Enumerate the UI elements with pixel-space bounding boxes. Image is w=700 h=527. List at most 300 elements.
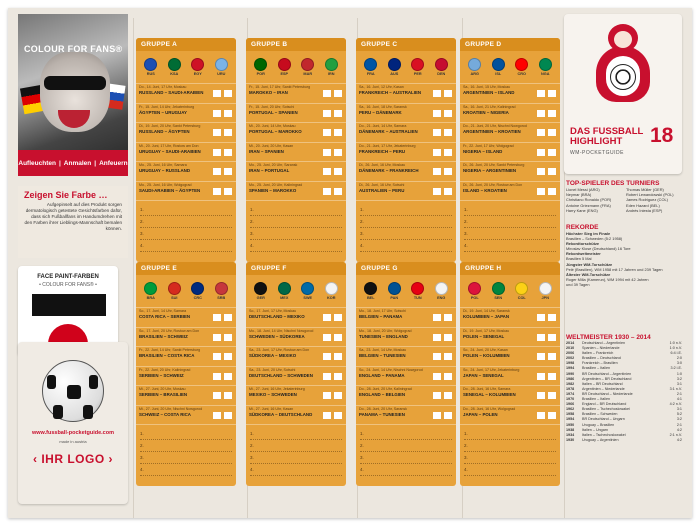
standings-row[interactable]: 1. — [140, 204, 232, 216]
match-date: Mi., 27. Juni, 16 Uhr, Jekaterinburg — [249, 387, 305, 391]
flag-icon — [388, 282, 401, 295]
score-box-away[interactable] — [334, 110, 342, 117]
score-box-away[interactable] — [444, 412, 452, 419]
match-date: Fr., 22. Juni, 14 Uhr, Sankt Petersburg — [139, 348, 201, 352]
match-row — [460, 346, 560, 366]
match-row — [246, 161, 346, 181]
score-box-away[interactable] — [334, 129, 342, 136]
team-flag — [325, 58, 338, 76]
score-box-away[interactable] — [334, 412, 342, 419]
match-row — [356, 366, 456, 386]
team-flag — [492, 282, 505, 300]
team-flag — [278, 282, 291, 300]
score-box-away[interactable] — [548, 373, 556, 380]
wm-year: 1994 — [566, 366, 575, 371]
standings-row[interactable]: 1. — [360, 428, 452, 440]
score-box-home[interactable] — [213, 334, 221, 341]
standings-row[interactable]: 3. — [360, 228, 452, 240]
match-date: Mi., 27. Juni, 20 Uhr, Nischni Nowgorod — [139, 406, 203, 411]
match-pair: MEXIKO – SCHWEDEN — [249, 392, 297, 397]
group-title: GRUPPE C — [361, 41, 398, 48]
standings-row[interactable]: 1. — [464, 428, 556, 440]
match-date: Sa., 16. Juni, 12 Uhr, Kasan — [359, 85, 404, 89]
score-box-away[interactable] — [224, 373, 232, 380]
score-box-away[interactable] — [548, 334, 556, 341]
score-box-away[interactable] — [334, 90, 342, 97]
standings-row[interactable]: 4. — [140, 464, 232, 476]
sunglasses — [44, 76, 106, 90]
world-champions-table — [566, 341, 682, 443]
match-row — [246, 307, 346, 327]
match-date: Fr., 15. Juni, 17 Uhr, Sankt Petersburg — [249, 85, 311, 89]
score-box-away[interactable] — [224, 168, 232, 175]
standings-row[interactable]: 2. — [360, 216, 452, 228]
standings-row[interactable]: 4. — [250, 464, 342, 476]
match-row — [136, 103, 236, 123]
match-row — [136, 385, 236, 405]
score-box-away[interactable] — [334, 373, 342, 380]
match-date: Do., 28. Juni, 20 Uhr, Kaliningrad — [359, 387, 412, 391]
match-date: Mo., 18. Juni, 14 Uhr, Nischni Nowgorod — [249, 328, 314, 333]
match-date: So., 24. Juni, 20 Uhr, Kasan — [463, 348, 508, 352]
flag-icon — [539, 58, 552, 71]
score-box-home[interactable] — [537, 149, 545, 156]
score-box-home[interactable] — [323, 149, 331, 156]
score-box-away[interactable] — [334, 188, 342, 195]
team-flag — [301, 282, 314, 300]
score-box-away[interactable] — [224, 110, 232, 117]
standings-row[interactable]: 2. — [464, 440, 556, 452]
wm-year: 1978 — [566, 386, 575, 391]
standings-row[interactable]: 4. — [464, 464, 556, 476]
score-box-away[interactable] — [548, 353, 556, 360]
team-flag — [168, 58, 181, 76]
match-row — [460, 307, 560, 327]
group-flags — [136, 51, 236, 83]
flag-icon — [254, 282, 267, 295]
wm-year: 1954 — [566, 417, 575, 422]
score-box-away[interactable] — [224, 90, 232, 97]
wm-final: Brasilien – Deutschland — [582, 356, 621, 361]
match-row — [246, 346, 346, 366]
group-header — [460, 38, 560, 51]
team-code: IRN — [327, 72, 335, 76]
match-pair: SÜDKOREA – DEUTSCHLAND — [249, 411, 313, 417]
score-box-home[interactable] — [323, 188, 331, 195]
score-box-home[interactable] — [433, 168, 441, 175]
standings-row[interactable]: 3. — [360, 452, 452, 464]
wm-final: Frankreich – Brasilien — [582, 361, 618, 366]
match-pair: IRAN – SPANIEN — [249, 148, 284, 154]
score-box-home[interactable] — [433, 149, 441, 156]
group-card — [356, 38, 456, 262]
score-box-away[interactable] — [444, 110, 452, 117]
score-box-home[interactable] — [537, 392, 545, 399]
score-box-home[interactable] — [433, 412, 441, 419]
score-box-away[interactable] — [444, 90, 452, 97]
score-box-away[interactable] — [224, 334, 232, 341]
group-standings — [356, 200, 456, 262]
team-flag — [215, 282, 228, 300]
score-box-home[interactable] — [323, 110, 331, 117]
standings-row[interactable]: 1. — [250, 428, 342, 440]
score-box-home[interactable] — [433, 188, 441, 195]
score-box-home[interactable] — [537, 314, 545, 321]
team-code: PAN — [390, 296, 399, 300]
player-name: Eden Hazard (BEL) — [626, 202, 660, 208]
score-box-away[interactable] — [224, 412, 232, 419]
standings-row[interactable]: 2. — [464, 216, 556, 228]
flag-icon — [492, 58, 505, 71]
standings-row[interactable]: 1. — [464, 204, 556, 216]
player-name: Robert Lewandowski (POL) — [626, 192, 674, 198]
score-box-home[interactable] — [433, 392, 441, 399]
group-title: GRUPPE D — [465, 41, 502, 48]
score-box-home[interactable] — [213, 110, 221, 117]
score-box-away[interactable] — [444, 149, 452, 156]
match-row — [460, 103, 560, 123]
flag-icon — [301, 282, 314, 295]
top-players-section — [566, 180, 682, 213]
score-box-home[interactable] — [537, 110, 545, 117]
match-date: So., 17. Juni, 17 Uhr, Moskau — [249, 309, 297, 313]
football-icon — [42, 360, 104, 422]
team-code: EGY — [193, 72, 202, 76]
standings-row[interactable]: 3. — [464, 228, 556, 240]
match-pair: URUGUAY – SAUDI-ARABIEN — [139, 148, 201, 154]
match-date: Mi., 20. Juni, 14 Uhr, Moskau — [249, 124, 296, 128]
match-row — [460, 161, 560, 181]
score-box-away[interactable] — [444, 392, 452, 399]
score-box-home[interactable] — [433, 110, 441, 117]
match-date: Sa., 23. Juni, 14 Uhr, Moskau — [359, 348, 407, 352]
match-date: Do., 21. Juni, 17 Uhr, Jekaterinburg — [359, 143, 416, 148]
team-code: KOR — [327, 296, 336, 300]
wm-year: 1950 — [566, 422, 575, 427]
score-box-home[interactable] — [323, 90, 331, 97]
wm-result: 3:2 i.E. — [670, 366, 682, 371]
flag-icon — [144, 58, 157, 71]
standings-row[interactable]: 4. — [360, 240, 452, 252]
match-row — [136, 161, 236, 181]
match-date: So., 24. Juni, 14 Uhr, Nischni Nowgorod — [359, 367, 423, 372]
match-date: Mi., 20. Juni, 17 Uhr, Rostow am Don — [139, 143, 199, 148]
flag-icon — [168, 282, 181, 295]
standings-row[interactable]: 2. — [250, 216, 342, 228]
match-row — [246, 366, 346, 386]
match-row — [460, 83, 560, 103]
match-pair: RUSSLAND – ÄGYPTEN — [139, 129, 190, 134]
score-box-away[interactable] — [224, 149, 232, 156]
wm-final: Brasilien – Italien — [582, 366, 611, 371]
score-box-away[interactable] — [444, 168, 452, 175]
team-code: AUS — [390, 72, 399, 76]
team-flag — [191, 58, 204, 76]
score-box-home[interactable] — [537, 334, 545, 341]
team-code: MEX — [280, 296, 289, 300]
match-row — [356, 142, 456, 162]
standings-row[interactable]: 4. — [464, 240, 556, 252]
slogan-2: Anmalen — [63, 159, 92, 167]
score-box-home[interactable] — [323, 129, 331, 136]
group-standings — [246, 200, 346, 262]
match-pair: SPANIEN – MAROKKO — [249, 187, 297, 193]
match-pair: POLEN – KOLUMBIEN — [463, 353, 510, 358]
player-name: James Rodriguez (COL) — [626, 197, 668, 203]
standings-row[interactable]: 1. — [360, 204, 452, 216]
match-pair: SAUDI-ARABIEN – ÄGYPTEN — [139, 187, 201, 193]
standings-row[interactable]: 3. — [140, 452, 232, 464]
flag-icon — [254, 58, 267, 71]
match-date: Do., 28. Juni, 20 Uhr, Saransk — [359, 406, 407, 411]
match-pair: ISLAND – KROATIEN — [463, 187, 507, 193]
match-date: Mi., 27. Juni, 20 Uhr, Moskau — [139, 387, 186, 391]
score-box-home[interactable] — [323, 373, 331, 380]
match-row — [136, 122, 236, 142]
match-row — [356, 346, 456, 366]
score-box-away[interactable] — [334, 353, 342, 360]
score-box-home[interactable] — [323, 353, 331, 360]
score-box-away[interactable] — [444, 353, 452, 360]
standings-row[interactable]: 3. — [140, 228, 232, 240]
match-date: Mo., 18. Juni, 17 Uhr, Sotschi — [359, 309, 406, 313]
match-pair: POLEN – SENEGAL — [463, 333, 505, 339]
score-box-home[interactable] — [433, 353, 441, 360]
team-flag — [278, 58, 291, 76]
record-line: Ältester WM-Torschütze — [566, 271, 611, 277]
match-pair: URUGUAY – RUSSLAND — [139, 168, 190, 173]
team-code: BRA — [146, 296, 155, 300]
score-box-away[interactable] — [444, 373, 452, 380]
logo-placeholder: ‹ IHR LOGO › — [32, 452, 114, 466]
standings-row[interactable]: 3. — [464, 452, 556, 464]
team-code: GER — [256, 296, 265, 300]
slogan-3: Anfeuern — [99, 159, 128, 167]
match-date: So., 17. Juni, 14 Uhr, Samara — [139, 309, 187, 313]
match-date: Fr., 22. Juni, 17 Uhr, Wolgograd — [463, 143, 514, 148]
score-box-home[interactable] — [213, 129, 221, 136]
score-box-away[interactable] — [548, 188, 556, 195]
match-pair: KROATIEN – NIGERIA — [463, 109, 509, 115]
match-pair: BRASILIEN – SCHWEIZ — [139, 333, 188, 339]
score-box-home[interactable] — [213, 149, 221, 156]
wm-final: Deutschland – Argentinien — [582, 341, 626, 345]
team-flag — [468, 58, 481, 76]
match-pair: PERU – DÄNEMARK — [359, 109, 402, 115]
wm-final: Argentinien – BR Deutschland — [582, 376, 632, 381]
match-pair: PORTUGAL – SPANIEN — [249, 109, 298, 115]
group-flags — [136, 275, 236, 307]
score-box-away[interactable] — [548, 168, 556, 175]
wm-result: 4:2 — [676, 427, 682, 432]
score-box-home[interactable] — [537, 353, 545, 360]
made-in-label: made in austria — [59, 439, 87, 444]
team-code: MAR — [303, 72, 313, 76]
player-name: Antoine Griezmann (FRA) — [566, 202, 611, 208]
group-flags — [460, 275, 560, 307]
score-box-home[interactable] — [537, 373, 545, 380]
score-box-away[interactable] — [334, 334, 342, 341]
standings-row[interactable]: 3. — [250, 452, 342, 464]
match-row — [136, 83, 236, 103]
team-flag — [492, 58, 505, 76]
records-section — [566, 224, 682, 287]
match-row — [246, 181, 346, 201]
team-code: SUI — [171, 296, 178, 300]
team-code: CRC — [193, 296, 202, 300]
standings-row[interactable]: 4. — [360, 464, 452, 476]
team-flag — [144, 282, 157, 300]
score-box-home[interactable] — [323, 168, 331, 175]
slogan-1: Aufleuchten — [18, 159, 56, 167]
match-row — [246, 142, 346, 162]
score-box-away[interactable] — [334, 168, 342, 175]
flag-icon — [411, 58, 424, 71]
wm-result: 4:2 — [676, 437, 682, 442]
score-box-home[interactable] — [537, 412, 545, 419]
group-title: GRUPPE E — [141, 265, 177, 272]
score-box-home[interactable] — [213, 90, 221, 97]
wm-year: 2010 — [566, 346, 575, 351]
standings-row[interactable]: 1. — [140, 428, 232, 440]
score-box-away[interactable] — [548, 110, 556, 117]
brand-subtitle: WM-POCKETGUIDE — [570, 150, 624, 156]
standings-row[interactable]: 2. — [250, 440, 342, 452]
flag-icon — [388, 58, 401, 71]
score-box-away[interactable] — [548, 314, 556, 321]
score-box-home[interactable] — [537, 168, 545, 175]
match-row — [356, 385, 456, 405]
score-box-away[interactable] — [548, 149, 556, 156]
score-box-home[interactable] — [433, 314, 441, 321]
score-box-away[interactable] — [444, 129, 452, 136]
match-pair: DEUTSCHLAND – SCHWEDEN — [249, 372, 313, 378]
score-box-away[interactable] — [444, 334, 452, 341]
flag-icon — [144, 282, 157, 295]
score-box-away[interactable] — [224, 129, 232, 136]
team-code: ISL — [495, 72, 502, 76]
match-date: Mo., 25. Juni, 20 Uhr, Saransk — [249, 163, 298, 167]
team-flag — [411, 58, 424, 76]
group-title: GRUPPE A — [141, 41, 178, 48]
team-code: ARG — [470, 72, 479, 76]
score-box-home[interactable] — [537, 90, 545, 97]
score-box-home[interactable] — [323, 314, 331, 321]
match-date: Do., 21. Juni, 20 Uhr, Nischni Nowgorod — [463, 124, 527, 128]
group-standings — [460, 424, 560, 486]
wm-result: 1:0 n.V. — [669, 341, 682, 345]
score-box-home[interactable] — [433, 129, 441, 136]
match-pair: BELGIEN – TUNESIEN — [359, 353, 406, 358]
match-pair: IRAN – PORTUGAL — [249, 168, 290, 173]
score-box-home[interactable] — [213, 168, 221, 175]
group-card — [136, 262, 236, 486]
standings-row[interactable]: 2. — [140, 216, 232, 228]
score-box-home[interactable] — [433, 90, 441, 97]
team-code: KSA — [170, 72, 179, 76]
score-box-away[interactable] — [548, 90, 556, 97]
score-box-away[interactable] — [334, 392, 342, 399]
score-box-away[interactable] — [548, 392, 556, 399]
wm-year: 1982 — [566, 381, 575, 386]
standings-row[interactable]: 4. — [140, 240, 232, 252]
match-row — [136, 307, 236, 327]
score-box-home[interactable] — [433, 334, 441, 341]
wm-result: 4:1 — [676, 397, 682, 402]
score-box-home[interactable] — [537, 188, 545, 195]
score-box-away[interactable] — [224, 353, 232, 360]
score-box-home[interactable] — [213, 314, 221, 321]
wm-final: Brasilien – Italien — [582, 397, 611, 402]
group-flags — [356, 275, 456, 307]
score-box-home[interactable] — [433, 373, 441, 380]
group-card — [246, 38, 346, 262]
team-flag — [325, 282, 338, 300]
flag-icon — [278, 58, 291, 71]
score-box-home[interactable] — [323, 392, 331, 399]
flag-icon — [364, 58, 377, 71]
wm-year: 1962 — [566, 407, 575, 412]
wm-final: BR Deutschland – Ungarn — [582, 417, 625, 422]
left-column — [18, 14, 128, 504]
record-line: Brasilien 5 Mal — [566, 256, 592, 262]
standings-row[interactable]: 4. — [250, 240, 342, 252]
team-flag — [539, 282, 552, 300]
team-code: NGA — [541, 72, 550, 76]
score-box-away[interactable] — [224, 314, 232, 321]
team-code: ESP — [280, 72, 289, 76]
group-title: GRUPPE G — [361, 265, 398, 272]
match-date: Di., 19. Juni, 17 Uhr, Moskau — [463, 328, 510, 333]
team-code: POL — [470, 296, 479, 300]
score-box-home[interactable] — [213, 412, 221, 419]
score-box-home[interactable] — [213, 392, 221, 399]
score-box-home[interactable] — [213, 353, 221, 360]
match-row — [136, 327, 236, 347]
score-box-home[interactable] — [323, 334, 331, 341]
score-box-home[interactable] — [323, 412, 331, 419]
score-box-away[interactable] — [444, 188, 452, 195]
record-line: Roger Milla (Kamerun), WM 1994 mit 42 Jahren — [566, 276, 649, 282]
group-standings — [460, 200, 560, 262]
flag-icon — [492, 282, 505, 295]
group-header — [136, 38, 236, 51]
standings-row[interactable]: 2. — [140, 440, 232, 452]
score-box-home[interactable] — [537, 129, 545, 136]
standings-row[interactable]: 3. — [250, 228, 342, 240]
score-box-away[interactable] — [444, 314, 452, 321]
score-box-away[interactable] — [548, 412, 556, 419]
score-box-away[interactable] — [548, 129, 556, 136]
match-pair: ARGENTINIEN – ISLAND — [463, 90, 515, 95]
wm-final: Italien – Ungarn — [582, 427, 609, 432]
score-box-away[interactable] — [334, 149, 342, 156]
score-box-away[interactable] — [334, 314, 342, 321]
standings-row[interactable]: 2. — [360, 440, 452, 452]
score-box-home[interactable] — [213, 188, 221, 195]
wm-final: Brasilien – Tschechoslowakei — [582, 407, 630, 412]
match-date: Sa., 16. Juni, 21 Uhr, Kaliningrad — [463, 104, 516, 109]
score-box-away[interactable] — [224, 392, 232, 399]
score-box-away[interactable] — [224, 188, 232, 195]
match-pair: BELGIEN – PANAMA — [359, 314, 403, 319]
world-champions-section — [566, 334, 682, 443]
flag-icon — [215, 58, 228, 71]
score-box-home[interactable] — [213, 373, 221, 380]
match-pair: KOLUMBIEN – JAPAN — [463, 314, 510, 319]
wm-final: England – BR Deutschland — [582, 402, 627, 407]
standings-row[interactable]: 1. — [250, 204, 342, 216]
